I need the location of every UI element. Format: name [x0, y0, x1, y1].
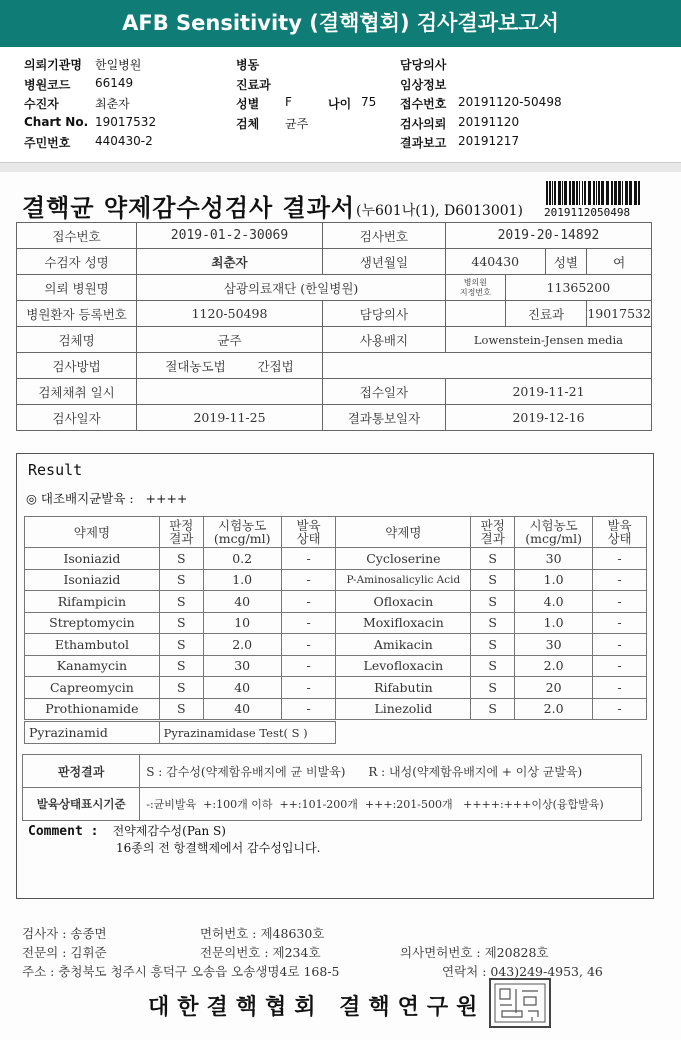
header-label: 검사의뢰: [400, 116, 447, 131]
comment-label: Comment :: [28, 824, 99, 839]
designated-label-2: 지정번호: [459, 287, 491, 297]
received-date: 2019-11-21: [445, 379, 651, 405]
reception-no: 2019-01-2-30069: [137, 223, 323, 249]
header-label: 검체: [236, 116, 260, 131]
reg-no: 1120-50498: [137, 301, 323, 327]
barcode-bar: [601, 181, 604, 205]
age-value: 75: [361, 95, 377, 109]
drug-name: Linezolid: [336, 698, 471, 720]
barcode-bar: [552, 181, 553, 205]
drug-conc: 40: [203, 677, 281, 699]
judge-legend-s: S : 감수성(약제함유배지에 균 비발육): [146, 764, 346, 779]
reg-no-label: 병원환자 등록번호: [17, 301, 137, 327]
drug-growth: -: [593, 634, 647, 656]
drug-name: Levofloxacin: [336, 655, 471, 677]
control-growth: [26, 489, 187, 507]
drug-name: Prothionamide: [25, 698, 160, 720]
comment-line-1: 전약제감수성(Pan S): [112, 824, 226, 838]
growth-header-right: 발육 상태: [593, 517, 647, 548]
drug-name: Ethambutol: [25, 634, 160, 656]
drug-result: S: [159, 591, 203, 613]
table-row: [25, 612, 647, 634]
contact: 연락처 : 043)249-4953, 46: [442, 964, 603, 979]
barcode-bar: [549, 181, 551, 205]
control-growth-label: ◎ 대조배지균발육 :: [26, 491, 134, 506]
barcode-number: 2019112050498: [544, 206, 631, 219]
drug-name: Isoniazid: [25, 548, 160, 570]
drug-name: P-Aminosalicylic Acid: [336, 569, 471, 591]
drug-growth: -: [593, 548, 647, 570]
drug-result: S: [159, 698, 203, 720]
table-row: [25, 698, 647, 720]
drug-name: Ofloxacin: [336, 591, 471, 613]
barcode-bar: [634, 181, 637, 205]
drug-conc: 0.2: [203, 548, 281, 570]
hospital-label: 의뢰 병원명: [17, 275, 137, 301]
drug-result: S: [159, 634, 203, 656]
sex-label: 성별: [545, 249, 587, 275]
drug-conc: 10: [203, 612, 281, 634]
header-label: 임상정보: [400, 77, 447, 92]
barcode-bar: [614, 181, 617, 205]
header-value: 66149: [95, 75, 134, 90]
drug-growth: -: [281, 634, 336, 656]
barcode-bar: [625, 181, 628, 205]
conc-header: 시험농도 (mcg/ml): [203, 517, 281, 548]
drug-conc: 20: [515, 677, 593, 699]
header-value: 19017532: [95, 114, 157, 129]
drug-result: S: [471, 548, 515, 570]
notified-date: 2019-12-16: [445, 405, 651, 431]
barcode-bar: [584, 181, 586, 205]
barcode-bar: [576, 181, 578, 205]
document-title: 결핵균 약제감수성검사 결과서: [22, 193, 356, 222]
reception-no-label: 접수번호: [17, 223, 137, 249]
judge-legend: [140, 755, 642, 788]
designated-label-1: 병의원: [463, 277, 487, 287]
judge-header: 판정 결과: [159, 517, 203, 548]
header-value: 20191120-50498: [458, 95, 562, 109]
barcode-bar: [618, 181, 621, 205]
barcode-bar: [596, 181, 597, 205]
drug-growth: -: [281, 569, 336, 591]
method-label: 검사방법: [17, 353, 137, 379]
header-label: 접수번호: [400, 97, 447, 111]
method-1: 절대농도법: [165, 358, 226, 374]
collect-datetime: [137, 379, 323, 405]
header-value: 균주: [285, 116, 309, 131]
drug-growth: -: [593, 612, 647, 634]
drug-result: S: [471, 612, 515, 634]
barcode-bar: [638, 181, 640, 205]
drug-growth: -: [593, 591, 647, 613]
report-header: [0, 47, 681, 162]
tested-label: 검사일자: [17, 405, 137, 431]
table-row: [25, 548, 647, 570]
control-growth-value: ++++: [145, 491, 188, 506]
tester: 검사자 : 송종면: [22, 926, 107, 941]
header-value: F: [285, 95, 292, 109]
table-row: [25, 569, 647, 591]
age-label: 나이: [328, 97, 352, 111]
drug-result: S: [471, 591, 515, 613]
drug-conc: 30: [515, 634, 593, 656]
header-value: 한일병원: [95, 58, 142, 72]
test-no: 2019-20-14892: [445, 223, 651, 249]
growth-header: 발육 상태: [281, 517, 336, 548]
judge-legend-r: R : 내성(약제함유배지에 + 이상 균발육): [368, 764, 583, 779]
hospital: 삼광의료재단 (한일병원): [137, 275, 446, 301]
drug-conc: 2.0: [515, 698, 593, 720]
drug-result: S: [471, 655, 515, 677]
header-label: Chart No.: [24, 114, 89, 129]
drug-conc: 1.0: [515, 569, 593, 591]
barcode-bar: [593, 181, 595, 205]
drug-conc: 4.0: [515, 591, 593, 613]
drug-result: S: [159, 612, 203, 634]
result-title: Result: [28, 461, 83, 479]
drug-result: S: [159, 677, 203, 699]
doctor: [445, 301, 505, 327]
barcode-bar: [564, 181, 567, 205]
patient-label: 수검자 성명: [17, 249, 137, 275]
sex: 여: [587, 249, 652, 275]
table-row: [25, 634, 647, 656]
barcode-bar: [582, 181, 583, 205]
drug-growth: -: [593, 655, 647, 677]
barcode-bar: [579, 181, 580, 205]
header-label: 결과보고: [400, 136, 447, 150]
drug-result: S: [159, 655, 203, 677]
drug-growth: -: [281, 591, 336, 613]
barcode-bar: [562, 181, 563, 205]
drug-name: Rifabutin: [336, 677, 471, 699]
dob-label: 생년월일: [322, 249, 445, 275]
drug-growth: -: [281, 655, 336, 677]
barcode-bar: [622, 181, 623, 205]
test-no-label: 검사번호: [322, 223, 445, 249]
drug-conc: 2.0: [203, 634, 281, 656]
pyrazinamid-row: [24, 721, 336, 744]
designated-label: [445, 275, 505, 301]
drug-name: Isoniazid: [25, 569, 160, 591]
report-title: AFB Sensitivity (결핵협회) 검사결과보고서: [122, 11, 559, 35]
dept-label: 진료과: [505, 301, 587, 327]
drug-growth: -: [593, 698, 647, 720]
drug-growth: -: [281, 677, 336, 699]
method: [137, 353, 323, 379]
address: 주소 : 충청북도 청주시 흥덕구 오송읍 오송생명4로 168-5: [22, 964, 340, 979]
dept: 19017532: [587, 301, 652, 327]
drug-name: Kanamycin: [25, 655, 160, 677]
judge-legend-label: 판정결과: [23, 755, 140, 788]
drug-growth: -: [281, 548, 336, 570]
drug-result: S: [471, 569, 515, 591]
header-label: 수진자: [24, 97, 59, 111]
table-row: [25, 655, 647, 677]
organization-name: 대한결핵협회 결핵연구원: [148, 994, 486, 1020]
header-label: 진료과: [236, 77, 271, 92]
barcode-bar: [611, 181, 613, 205]
barcode-bar: [572, 181, 575, 205]
barcode: [546, 181, 640, 205]
header-label: 주민번호: [24, 136, 71, 150]
header-label: 병원코드: [24, 77, 71, 92]
drug-result: S: [159, 569, 203, 591]
drug-conc: 2.0: [515, 655, 593, 677]
drug-result: S: [471, 634, 515, 656]
document-form-code: (누601나(1), D6013001): [356, 203, 524, 219]
drug-conc: 40: [203, 698, 281, 720]
drug-header: 약제명: [25, 517, 160, 548]
header-value: 최춘자: [95, 97, 130, 111]
header-label: 담당의사: [400, 58, 447, 72]
specimen-label: 검체명: [17, 327, 137, 353]
drug-name: Streptomycin: [25, 612, 160, 634]
drug-name: Rifampicin: [25, 591, 160, 613]
received-label: 접수일자: [322, 379, 445, 405]
patient-name: 최춘자: [137, 249, 323, 275]
table-row: [25, 591, 647, 613]
header-value: 20191120: [458, 114, 520, 129]
doctor-label: 담당의사: [322, 301, 445, 327]
drug-conc: 1.0: [515, 612, 593, 634]
drug-name: Amikacin: [336, 634, 471, 656]
header-label: 성별: [236, 97, 260, 111]
notified-label: 결과통보일자: [322, 405, 445, 431]
drug-name: Moxifloxacin: [336, 612, 471, 634]
collect-label: 검체채취 일시: [17, 379, 137, 405]
official-seal-stamp: [488, 977, 552, 1029]
drug-result: S: [471, 677, 515, 699]
specimen: 균주: [137, 327, 323, 353]
doctor-license: 의사면허번호 : 제20828호: [400, 945, 549, 960]
judge-header-right: 판정 결과: [471, 517, 515, 548]
legend-table: [22, 754, 642, 821]
drug-header-right: 약제명: [336, 517, 471, 548]
header-value: 440430-2: [95, 134, 153, 148]
drug-growth: -: [281, 698, 336, 720]
drug-result: S: [471, 698, 515, 720]
drug-conc: 30: [515, 548, 593, 570]
barcode-bar: [598, 181, 600, 205]
conc-header-right: 시험농도 (mcg/ml): [515, 517, 593, 548]
drug-growth: -: [593, 569, 647, 591]
method-2: 간접법: [257, 358, 294, 374]
media-label: 사용배지: [322, 327, 445, 353]
comment-line-2: 16종의 전 항결핵제에서 감수성입니다.: [116, 841, 321, 855]
dob: 440430: [445, 249, 545, 275]
drug-conc: 1.0: [203, 569, 281, 591]
barcode-bar: [546, 181, 548, 205]
barcode-bar: [629, 181, 632, 205]
barcode-bar: [558, 181, 561, 205]
report-title-bar: [0, 0, 681, 47]
drug-growth: -: [281, 612, 336, 634]
media: Lowenstein-Jensen media: [445, 327, 651, 353]
growth-legend: -:균비발육 +:100개 이하 ++:101-200개 +++:201-500개 ++++:+++이상(융합발육): [140, 788, 642, 821]
header-value: 20191217: [458, 134, 520, 148]
table-row: [25, 677, 647, 699]
barcode-bar: [569, 181, 571, 205]
header-label: 병동: [236, 58, 260, 72]
patient-info-table: [16, 222, 652, 431]
designated-no: 11365200: [505, 275, 651, 301]
drug-result: S: [159, 548, 203, 570]
pyrazinamid-name: Pyrazinamid: [25, 722, 160, 744]
barcode-bar: [554, 181, 556, 205]
specialist: 전문의 : 김휘준: [22, 945, 107, 960]
barcode-bar: [606, 181, 609, 205]
header-label: 의뢰기관명: [24, 58, 82, 72]
drug-growth: -: [593, 677, 647, 699]
drug-conc: 40: [203, 591, 281, 613]
drug-name: Cycloserine: [336, 548, 471, 570]
tester-license: 면허번호 : 제48630호: [200, 926, 325, 941]
growth-legend-label: 발육상태표시기준: [23, 788, 140, 821]
comment: [28, 822, 320, 856]
pyrazinamid-test: Pyrazinamidase Test( S ): [159, 722, 335, 744]
specialist-no: 전문의번호 : 제234호: [200, 945, 321, 960]
drug-sensitivity-table: [24, 516, 647, 720]
drug-name: Capreomycin: [25, 677, 160, 699]
drug-conc: 30: [203, 655, 281, 677]
tested-date: 2019-11-25: [137, 405, 323, 431]
barcode-bar: [588, 181, 591, 205]
